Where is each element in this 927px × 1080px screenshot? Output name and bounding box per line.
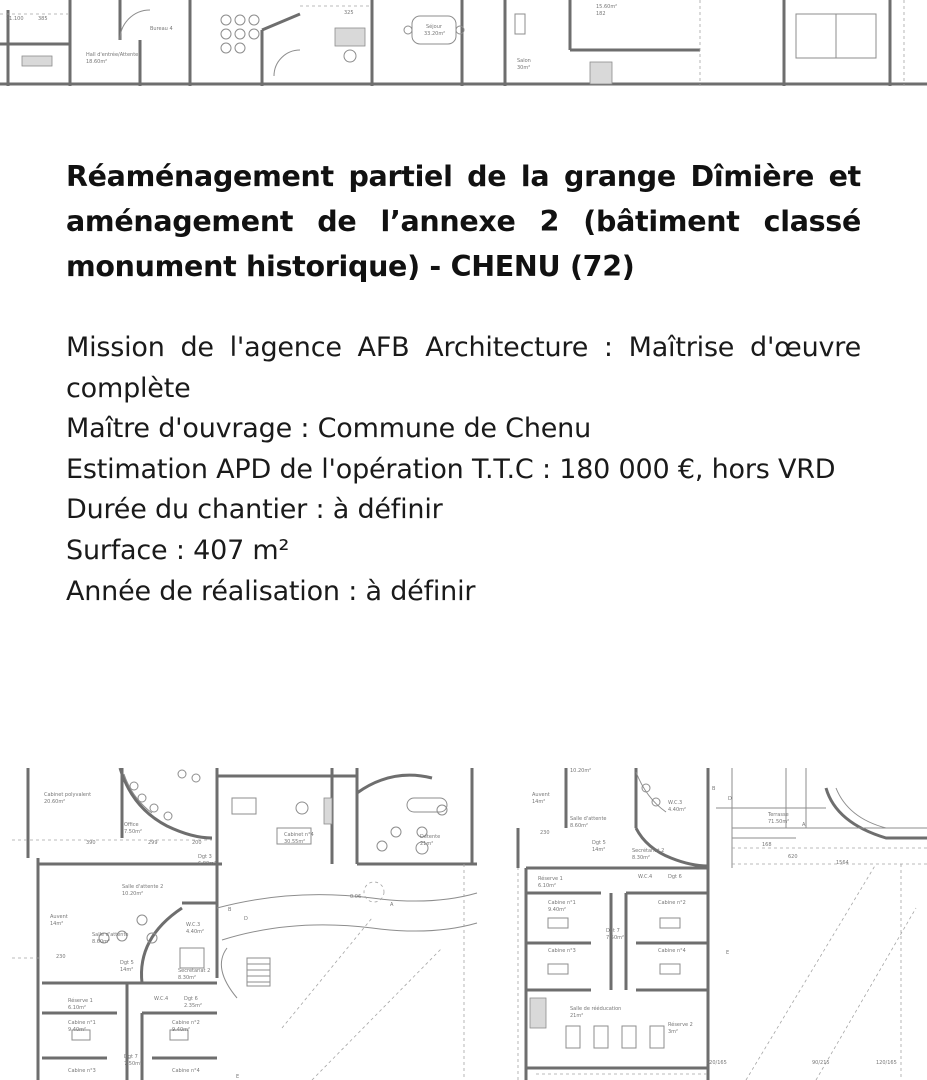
stairs bbox=[247, 958, 270, 986]
plan-label: 7.50m² bbox=[124, 1061, 143, 1067]
plan-label: Dgt 6 bbox=[668, 874, 682, 880]
plan-label: Auvent bbox=[532, 792, 550, 798]
budget-line: Estimation APD de l'opération T.T.C : 180 000 €, hors VRD bbox=[66, 453, 836, 485]
plan-label: Cabine n°3 bbox=[68, 1068, 96, 1074]
plan-label: Dgt 5 bbox=[592, 840, 606, 846]
plan-label: D bbox=[244, 916, 248, 922]
plan-label: 620 bbox=[788, 854, 798, 860]
client-line: Maître d'ouvrage : Commune de Chenu bbox=[66, 413, 591, 445]
plan-label: Cabine n°1 bbox=[68, 1020, 96, 1026]
plan-label: 325 bbox=[344, 10, 354, 16]
plan-label: Détente bbox=[420, 834, 441, 840]
floor-plan-top bbox=[0, 0, 927, 86]
plan-label: Salle de rééducation bbox=[570, 1006, 622, 1012]
plan-label: 30.55m² bbox=[284, 839, 306, 845]
plan-label: 0.06 bbox=[350, 894, 362, 900]
plan-label: Cabine n°2 bbox=[172, 1020, 200, 1026]
plan-label: 30m² bbox=[517, 65, 531, 71]
plan-label: 21m² bbox=[420, 841, 434, 847]
plan-label: Réserve 1 bbox=[538, 876, 563, 882]
mission-line: Mission de l'agence AFB Architecture : Maîtrise d'œuvre complète bbox=[66, 332, 861, 404]
plan-label: 6.80m² bbox=[198, 861, 217, 867]
room-labels bbox=[44, 792, 440, 1080]
plan-label: 182 bbox=[596, 11, 606, 17]
plan-label: 18.60m² bbox=[86, 59, 108, 65]
plan-label: Dgt 3 bbox=[198, 854, 212, 860]
plan-label: 15.60m² bbox=[596, 4, 618, 10]
plan-label: W.C.4 bbox=[154, 996, 169, 1002]
plan-label: E bbox=[236, 1074, 240, 1080]
plan-label: W.C.3 bbox=[668, 800, 683, 806]
plan-label: Secrétariat 2 bbox=[178, 968, 211, 974]
plan-label: Séjour bbox=[426, 24, 442, 30]
plan-label: Cabinet polyvalent bbox=[44, 792, 92, 798]
walls bbox=[28, 768, 477, 1080]
plan-label: B bbox=[712, 786, 716, 792]
plan-label: 9.40m² bbox=[68, 1027, 87, 1033]
plan-label: Dgt 7 bbox=[124, 1054, 138, 1060]
plan-label: 230 bbox=[540, 830, 550, 836]
plan-label: Salle d'attente bbox=[92, 932, 129, 938]
plan-label: 1564 bbox=[836, 860, 849, 866]
plan-label: E bbox=[726, 950, 730, 956]
furniture bbox=[72, 770, 477, 1040]
plan-label: W.C.4 bbox=[638, 874, 653, 880]
duration-line: Durée du chantier : à définir bbox=[66, 494, 443, 526]
plan-label: 14m² bbox=[592, 847, 606, 853]
room-labels bbox=[6, 4, 617, 71]
plan-label: Cabine n°3 bbox=[548, 948, 576, 954]
plan-label: Salle d'attente bbox=[570, 816, 607, 822]
plan-label: Dgt 6 bbox=[184, 996, 198, 1002]
plan-label: A bbox=[802, 822, 806, 828]
plan-label: 33.20m² bbox=[424, 31, 446, 37]
plan-label: D bbox=[728, 796, 732, 802]
plan-label: Cabine n°1 bbox=[548, 900, 576, 906]
floor-plan-bottom-right bbox=[496, 768, 927, 1080]
plan-label: 9.40m² bbox=[548, 907, 567, 913]
plan-label: 14m² bbox=[50, 921, 64, 927]
plan-label: 7.50m² bbox=[124, 829, 143, 835]
plan-label: 8.60m² bbox=[92, 939, 111, 945]
plan-label: Secrétariat 2 bbox=[632, 848, 665, 854]
plan-label: 3m² bbox=[668, 1029, 679, 1035]
plan-label: W.C.3 bbox=[186, 922, 201, 928]
plan-label: Salon bbox=[517, 58, 531, 64]
plan-label: 4.40m² bbox=[668, 807, 687, 813]
walls bbox=[518, 768, 927, 1080]
plan-label: 2.35m² bbox=[184, 1003, 203, 1009]
plan-label: 4.40m² bbox=[186, 929, 205, 935]
plan-label: 6.10m² bbox=[68, 1005, 87, 1011]
plan-label: 120/165 bbox=[876, 1060, 897, 1066]
plan-label: Auvent bbox=[50, 914, 68, 920]
plan-label: 21m² bbox=[570, 1013, 584, 1019]
plan-label: Réserve 1 bbox=[68, 998, 93, 1004]
plan-label: 7.50m² bbox=[606, 935, 625, 941]
plan-label: 14m² bbox=[120, 967, 134, 973]
plan-label: 390 bbox=[86, 840, 96, 846]
plan-label: Hall d'entrée/Attente bbox=[86, 52, 139, 58]
plan-label: 14m² bbox=[532, 799, 546, 805]
plan-label: 20.60m² bbox=[44, 799, 66, 805]
plan-label: 120/165 bbox=[706, 1060, 727, 1066]
plan-label: 230 bbox=[56, 954, 66, 960]
project-title: Réaménagement partiel de la grange Dîmière et aménagement de l’annexe 2 (bâtiment classé monument historique) - CHENU (72) bbox=[66, 160, 861, 283]
plan-label: 299 bbox=[148, 840, 158, 846]
plan-label: 21.100 bbox=[6, 16, 24, 22]
plan-label: Terrasse bbox=[768, 812, 789, 818]
surface-line: Surface : 407 m² bbox=[66, 534, 290, 566]
plan-label: 8.60m² bbox=[570, 823, 589, 829]
plan-label: 9.40m² bbox=[172, 1027, 191, 1033]
plan-label: 6.10m² bbox=[538, 883, 557, 889]
plan-label: Réserve 2 bbox=[668, 1022, 693, 1028]
plan-label: 8.30m² bbox=[178, 975, 197, 981]
plan-label: Dgt 5 bbox=[120, 960, 134, 966]
plan-label: Dgt 7 bbox=[606, 928, 620, 934]
dimension-lines bbox=[12, 840, 464, 1080]
plan-label: A bbox=[390, 902, 394, 908]
floor-plan-bottom-left bbox=[12, 768, 482, 1080]
plan-label: Office bbox=[124, 822, 139, 828]
plan-label: 168 bbox=[762, 842, 772, 848]
plan-label: 8.30m² bbox=[632, 855, 651, 861]
year-line: Année de réalisation : à définir bbox=[66, 575, 476, 607]
plan-label: Cabine n°4 bbox=[658, 948, 686, 954]
furniture bbox=[22, 10, 876, 84]
plan-label: 200 bbox=[192, 840, 202, 846]
plan-label: 385 bbox=[38, 16, 48, 22]
dimension-lines bbox=[518, 848, 927, 1080]
plan-label: Bureau 4 bbox=[150, 26, 173, 32]
plan-label: 71.50m² bbox=[768, 819, 790, 825]
plan-label: B bbox=[228, 907, 232, 913]
plan-label: Cabine n°2 bbox=[658, 900, 686, 906]
plan-label: 10.20m² bbox=[570, 768, 592, 774]
plan-label: Cabinet n°4 bbox=[284, 832, 314, 838]
plan-label: 90/215 bbox=[812, 1060, 830, 1066]
plan-label: 10.20m² bbox=[122, 891, 144, 897]
project-details bbox=[66, 328, 861, 612]
plan-label: Salle d'attente 2 bbox=[122, 884, 164, 890]
walls bbox=[0, 0, 927, 86]
plan-label: Cabine n°4 bbox=[172, 1068, 200, 1074]
